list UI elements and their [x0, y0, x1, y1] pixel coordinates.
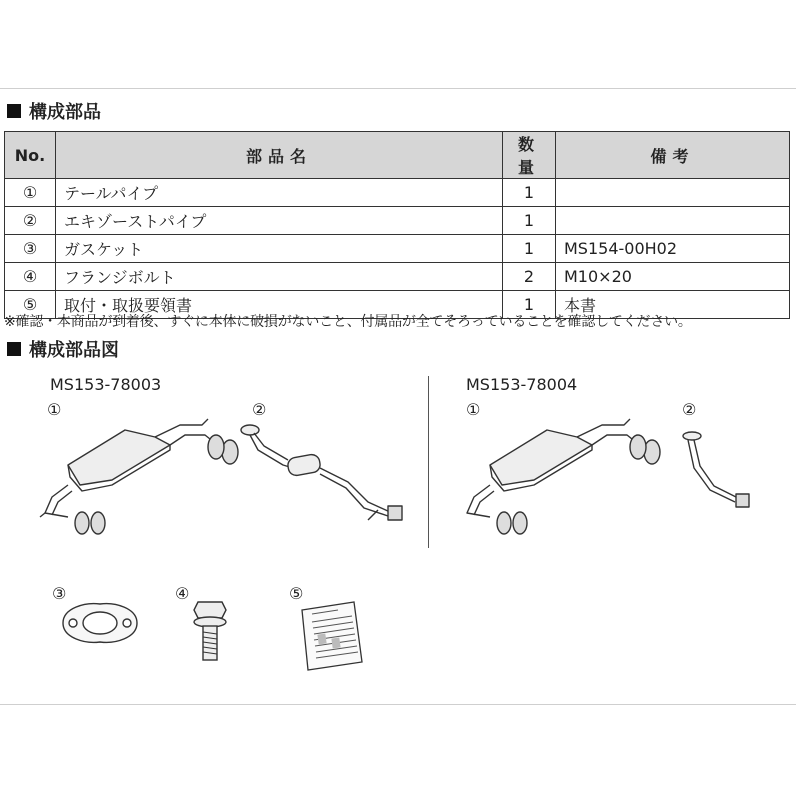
part-label-5: ⑤ [289, 584, 304, 603]
cell-no: ④ [5, 263, 56, 291]
part-label-2-b: ② [682, 400, 697, 419]
manual-booklet-drawing [298, 600, 368, 672]
part-label-4: ④ [175, 584, 190, 603]
section-heading-components [7, 98, 101, 124]
cell-qty: 1 [503, 179, 556, 207]
part-label-1-a: ① [47, 400, 62, 419]
cell-note [556, 179, 790, 207]
cell-note: 本書 [556, 291, 790, 319]
table-row [5, 235, 790, 263]
cell-note: MS154-00H02 [556, 235, 790, 263]
cell-note [556, 207, 790, 235]
flange-bolt-drawing [190, 598, 230, 666]
cell-name: テールパイプ [56, 179, 503, 207]
table-header-row [5, 132, 790, 179]
tail-pipe-drawing-b [452, 405, 672, 545]
section-title: 構成部品図 [29, 340, 119, 361]
parts-table [4, 131, 790, 319]
confirmation-note: ※確認・本商品が到着後、すぐに本体に破損がないこと、付属品が全てそろっていることを確認してください。 [4, 314, 692, 330]
gasket-drawing [55, 598, 145, 648]
cell-note: M10×20 [556, 263, 790, 291]
section-title: 構成部品 [29, 102, 101, 123]
cell-qty: 2 [503, 263, 556, 291]
cell-qty: 1 [503, 291, 556, 319]
tail-pipe-drawing-a [30, 405, 250, 545]
cell-name: フランジボルト [56, 263, 503, 291]
cell-no: ② [5, 207, 56, 235]
model-number-a: MS153-78003 [50, 375, 162, 394]
part-label-1-b: ① [466, 400, 481, 419]
exhaust-pipe-drawing-a [238, 420, 413, 530]
header-note: 備考 [556, 132, 790, 179]
header-no: No. [5, 132, 56, 179]
cell-qty: 1 [503, 207, 556, 235]
cell-name: エキゾーストパイプ [56, 207, 503, 235]
table-row [5, 207, 790, 235]
header-name: 部品名 [56, 132, 503, 179]
section-heading-diagram [7, 336, 119, 362]
cell-name: 取付・取扱要領書 [56, 291, 503, 319]
cell-no: ① [5, 179, 56, 207]
cell-no: ⑤ [5, 291, 56, 319]
table-row [5, 263, 790, 291]
square-bullet-icon [7, 104, 21, 118]
diagram-divider [428, 376, 429, 548]
cell-name: ガスケット [56, 235, 503, 263]
part-label-3: ③ [52, 584, 67, 603]
square-bullet-icon [7, 342, 21, 356]
cell-no: ③ [5, 235, 56, 263]
cell-qty: 1 [503, 235, 556, 263]
exhaust-pipe-drawing-b [680, 428, 760, 518]
model-number-b: MS153-78004 [466, 375, 578, 394]
part-label-2-a: ② [252, 400, 267, 419]
header-qty: 数量 [503, 132, 556, 179]
table-row [5, 179, 790, 207]
